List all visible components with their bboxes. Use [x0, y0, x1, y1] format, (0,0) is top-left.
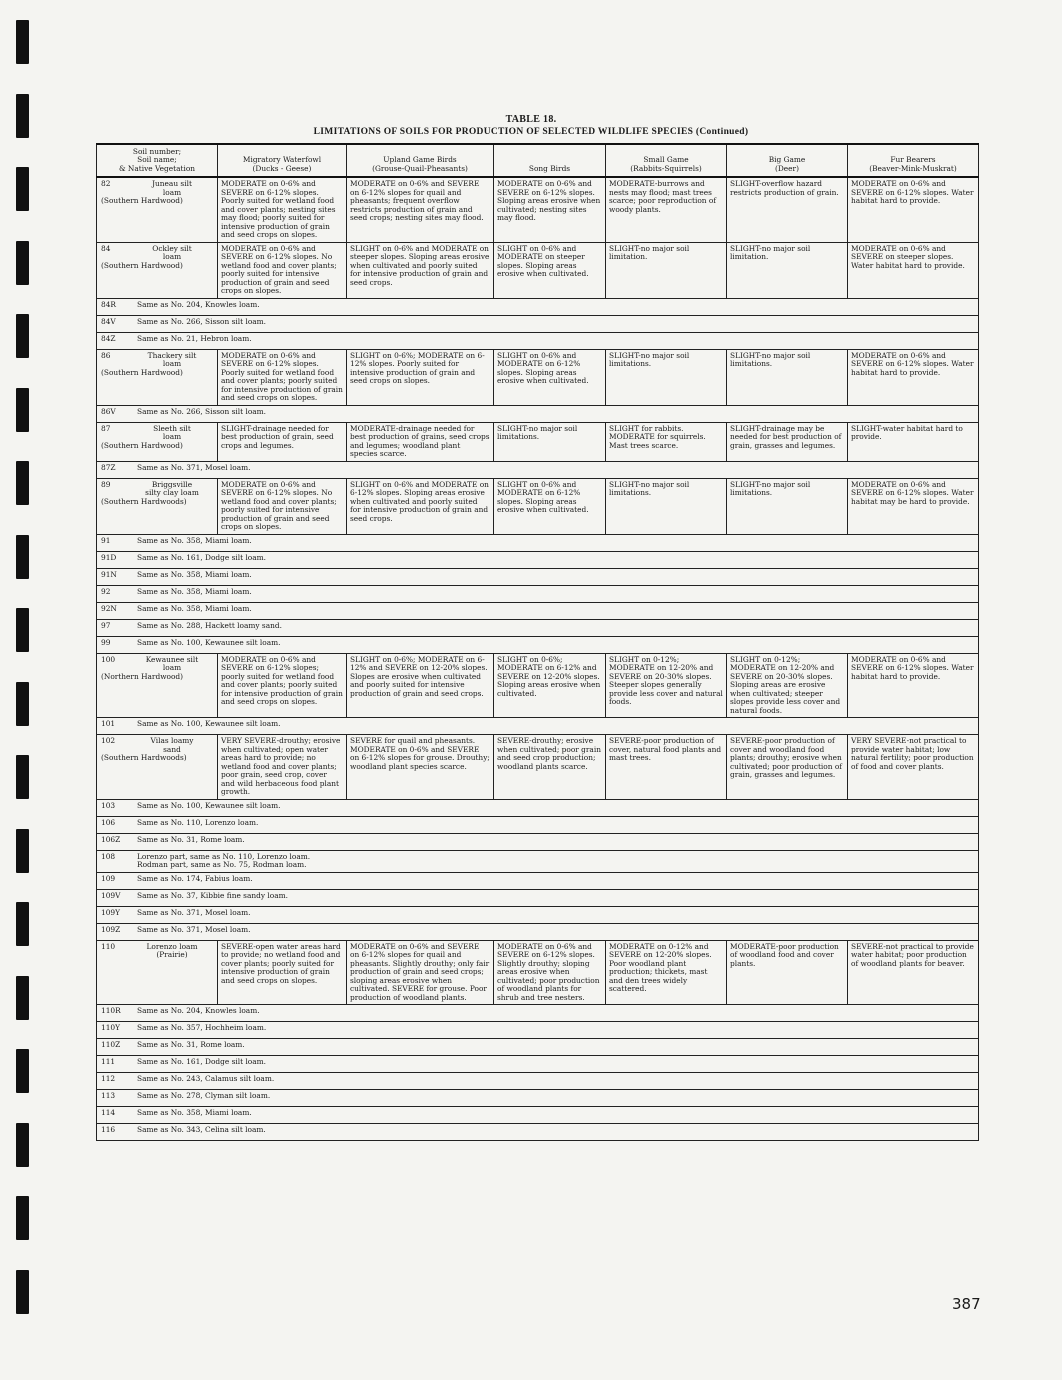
soil-cell [97, 349, 218, 405]
limitation-cell: MODERATE on 0-6% and SEVERE on 6-12% slopes. No wetland food and cover plants; poorly suited for intensive production of grain and seed crops on slopes. [218, 242, 347, 298]
table-row [97, 816, 979, 833]
soil-number: 110R [101, 1006, 121, 1015]
table-row [97, 889, 979, 906]
table-row [97, 850, 979, 872]
binder-hole [16, 608, 29, 652]
limitation-cell: SEVERE-poor production of cover, natural food plants and mast trees. [606, 735, 727, 800]
soil-cell [97, 735, 218, 800]
table-row [97, 833, 979, 850]
limitation-cell: MODERATE on 0-12% and SEVERE on 12-20% slopes. Poor woodland plant production; thickets, mast and den trees widely scattered. [606, 940, 727, 1005]
table-row [97, 534, 979, 551]
same-as-cell [97, 872, 979, 889]
table-row [97, 872, 979, 889]
limitation-cell: SLIGHT on 0-6%; MODERATE on 6-12% and SEVERE on 12-20% slopes. Sloping areas erosive when cultivated. [494, 653, 606, 718]
same-as-text: Same as No. 161, Dodge silt loam. [137, 552, 267, 562]
table-row [97, 653, 979, 718]
soil-number: 110 [101, 941, 116, 951]
soil-number: 84 [101, 243, 111, 253]
soil-number: 109Z [101, 924, 121, 934]
same-as-cell [97, 1073, 979, 1090]
table-row [97, 177, 979, 242]
soil-number: 110Z [101, 1040, 121, 1049]
binder-hole [16, 755, 29, 799]
soil-number: 111 [101, 1057, 116, 1066]
limitation-cell: SLIGHT-drainage needed for best production of grain, seed crops and legumes. [218, 422, 347, 461]
soil-number: 91 [101, 535, 111, 545]
native-vegetation: (Northern Hardwood) [101, 671, 184, 681]
same-as-cell [97, 585, 979, 602]
same-as-text: Same as No. 358, Miami loam. [137, 1108, 252, 1117]
soil-number: 110Y [101, 1023, 120, 1032]
binder-hole [16, 1196, 29, 1240]
binder-hole [16, 976, 29, 1020]
table-row [97, 799, 979, 816]
table-row [97, 718, 979, 735]
limitation-cell: MODERATE on 0-6% and SEVERE on 6-12% slopes. No wetland food and cover plants; poorly suited for intensive production of grain and seed crops on slopes. [218, 478, 347, 534]
table-row [97, 940, 979, 1005]
limitation-cell: SLIGHT-no major soil limitations. [727, 478, 848, 534]
native-vegetation: (Southern Hardwoods) [101, 753, 187, 762]
soil-number: 108 [101, 851, 116, 861]
soil-number: 97 [101, 620, 111, 630]
table-row [97, 906, 979, 923]
binder-hole [16, 314, 29, 358]
table-row [97, 602, 979, 619]
limitation-cell: MODERATE on 0-6% and SEVERE on 6-12% slopes. Poorly suited for wetland food and cover plants; nesting sites may flood; poorly suited for intensive production of grain and seed crops on slopes. [218, 177, 347, 242]
limitation-cell: SLIGHT-no major soil limitations. [494, 422, 606, 461]
limitation-cell: MODERATE on 0-6% and SEVERE on 6-12% slopes for quail and pheasants. Slightly drouthy; only fair production of grain and seed crops; sloping areas erosive when cultivated. SEVERE for grouse. Poor production of woodland plants. [347, 940, 494, 1005]
soil-name: Vilas loamy sand [150, 736, 194, 754]
same-as-text: Same as No. 100, Kewaunee silt loam. [137, 719, 281, 728]
soil-cell [97, 478, 218, 534]
soil-number: 91N [101, 569, 117, 579]
limitation-cell: SLIGHT-water habitat hard to provide. [848, 422, 979, 461]
same-as-text: Same as No. 371, Mosel loam. [137, 924, 251, 934]
same-as-cell [97, 833, 979, 850]
limitation-cell: SEVERE-open water areas hard to provide; no wetland food and cover plants; poorly suited for intensive production of grain and seed crops on slopes. [218, 940, 347, 1005]
table-row [97, 1090, 979, 1107]
binder-hole [16, 20, 29, 64]
limitation-cell: SEVERE-poor production of cover and woodland food plants; drouthy; erosive when cultivated; poor production of grain, grasses and legumes. [727, 735, 848, 800]
limitation-cell: SLIGHT on 0-6%; MODERATE on 6-12% slopes. Poorly suited for intensive production of grain and seed crops on slopes. [347, 349, 494, 405]
limitation-cell: SLIGHT-overflow hazard restricts production of grain. [727, 177, 848, 242]
limitation-cell: MODERATE on 0-6% and SEVERE on 6-12% slopes. Water habitat hard to provide. [848, 349, 979, 405]
table-row [97, 315, 979, 332]
column-header: Small Game (Rabbits-Squirrels) [606, 144, 727, 177]
soil-number: 116 [101, 1125, 116, 1134]
binder-hole [16, 1049, 29, 1093]
limitation-cell: MODERATE on 0-6% and SEVERE on 6-12% slopes for quail and pheasants; frequent overflow restricts production of grain and seed crops; nesting sites may flood. [347, 177, 494, 242]
table-row [97, 422, 979, 461]
same-as-text: Same as No. 37, Kibbie fine sandy loam. [137, 890, 288, 900]
limitation-cell: MODERATE on 0-6% and SEVERE on 6-12% slopes; poorly suited for wetland food and cover plants; poorly suited for intensive production of grain and seed crops on slopes. [218, 653, 347, 718]
soil-number: 109 [101, 873, 116, 883]
table-row [97, 349, 979, 405]
table-subtitle: LIMITATIONS OF SOILS FOR PRODUCTION OF SELECTED WILDLIFE SPECIES (Continued) [313, 127, 749, 137]
same-as-text: Same as No. 358, Miami loam. [137, 535, 252, 545]
same-as-text: Same as No. 174, Fabius loam. [137, 873, 253, 883]
limitation-cell: SEVERE-not practical to provide water habitat; poor production of woodland plants for beaver. [848, 940, 979, 1005]
limitation-cell: SLIGHT for rabbits. MODERATE for squirrels. Mast trees scarce. [606, 422, 727, 461]
same-as-cell [97, 1090, 979, 1107]
soil-name: Lorenzo loam (Prairie) [146, 941, 198, 959]
table-row [97, 551, 979, 568]
same-as-cell [97, 619, 979, 636]
same-as-text: Same as No. 358, Miami loam. [137, 586, 252, 596]
soil-name: Sleeth silt loam [153, 423, 191, 441]
same-as-text: Same as No. 343, Celina silt loam. [137, 1125, 266, 1134]
same-as-text: Same as No. 243, Calamus silt loam. [137, 1074, 275, 1083]
limitation-cell: SLIGHT on 0-6% and MODERATE on steeper slopes. Sloping areas erosive when cultivated. [494, 242, 606, 298]
table-row [97, 636, 979, 653]
same-as-cell [97, 1124, 979, 1141]
soil-number: 109V [101, 890, 121, 900]
limitation-cell: MODERATE-poor production of woodland food and cover plants. [727, 940, 848, 1005]
limitation-cell: MODERATE on 0-6% and SEVERE on 6-12% slopes. Water habitat hard to provide. [848, 653, 979, 718]
limitation-cell: SLIGHT on 0-6% and MODERATE on 6-12% slopes. Sloping areas erosive when cultivated. [494, 478, 606, 534]
same-as-cell [97, 718, 979, 735]
same-as-cell [97, 461, 979, 478]
wildlife-limitations-table [96, 143, 978, 1141]
native-vegetation: (Southern Hardwoods) [101, 496, 187, 506]
limitation-cell: SLIGHT on 0-12%; MODERATE on 12-20% and SEVERE on 20-30% slopes. Steeper slopes generally provide less cover and natural foods. [606, 653, 727, 718]
soil-number: 91D [101, 552, 117, 562]
binder-hole [16, 1270, 29, 1314]
binder-hole [16, 682, 29, 726]
soil-name: Kewaunee silt loam [145, 654, 199, 672]
soil-number: 100 [101, 654, 116, 664]
same-as-text: Same as No. 100, Kewaunee silt loam. [137, 637, 281, 647]
same-as-cell [97, 298, 979, 315]
soil-cell [97, 653, 218, 718]
native-vegetation: (Southern Hardwood) [101, 260, 183, 270]
soil-number: 86 [101, 350, 111, 360]
soil-number: 87 [101, 423, 111, 433]
column-header: Migratory Waterfowl (Ducks - Geese) [218, 144, 347, 177]
table-row [97, 405, 979, 422]
same-as-cell [97, 1107, 979, 1124]
table-row [97, 585, 979, 602]
limitation-cell: SLIGHT on 0-12%; MODERATE on 12-20% and SEVERE on 20-30% slopes. Sloping areas are erosive when cultivated; steeper slopes provide less cover and natural foods. [727, 653, 848, 718]
soil-number: 87Z [101, 462, 116, 472]
table-row [97, 1073, 979, 1090]
soil-number: 86V [101, 406, 116, 416]
limitation-cell: SLIGHT-drainage may be needed for best production of grain, grasses and legumes. [727, 422, 848, 461]
table-row [97, 1124, 979, 1141]
binder-hole [16, 461, 29, 505]
soil-number: 101 [101, 719, 116, 728]
same-as-cell [97, 816, 979, 833]
table-header-row [97, 144, 979, 177]
soil-cell [97, 422, 218, 461]
soil-number: 82 [101, 179, 111, 188]
limitation-cell: VERY SEVERE-not practical to provide water habitat; low natural fertility; poor production of food and cover plants. [848, 735, 979, 800]
soil-number: 106Z [101, 834, 121, 844]
table-row [97, 1039, 979, 1056]
soil-number: 113 [101, 1091, 116, 1100]
same-as-text: Same as No. 266, Sisson silt loam. [137, 406, 267, 416]
table-row [97, 735, 979, 800]
limitation-cell: MODERATE on 0-6% and SEVERE on 6-12% slopes. Slightly drouthy; sloping areas erosive when cultivated; poor production of woodland plants for shrub and tree nesters. [494, 940, 606, 1005]
column-header: Soil number; Soil name; & Native Vegetation [97, 144, 218, 177]
same-as-text: Same as No. 371, Mosel loam. [137, 907, 251, 917]
limitation-cell: SEVERE-drouthy; erosive when cultivated; poor grain and seed crop production; woodland plants scarce. [494, 735, 606, 800]
table-row [97, 461, 979, 478]
same-as-cell [97, 923, 979, 940]
column-header: Upland Game Birds (Grouse-Quail-Pheasants) [347, 144, 494, 177]
same-as-cell [97, 906, 979, 923]
table-row [97, 332, 979, 349]
soil-number: 102 [101, 736, 116, 745]
limitation-cell: MODERATE on 0-6% and SEVERE on steeper slopes. Water habitat hard to provide. [848, 242, 979, 298]
binder-hole [16, 241, 29, 285]
table-row [97, 478, 979, 534]
limitation-cell: SLIGHT-no major soil limitation. [606, 242, 727, 298]
column-header: Fur Bearers (Beaver-Mink-Muskrat) [848, 144, 979, 177]
page-number: 387 [952, 1295, 981, 1313]
table-row [97, 1107, 979, 1124]
same-as-text: Same as No. 278, Clyman silt loam. [137, 1091, 271, 1100]
soil-cell [97, 242, 218, 298]
table-row [97, 568, 979, 585]
table-row [97, 619, 979, 636]
limitation-cell: SLIGHT-no major soil limitations. [727, 349, 848, 405]
limitation-cell: SEVERE for quail and pheasants. MODERATE on 0-6% and SEVERE on 6-12% slopes for grouse. Drouthy; woodland plant species scarce. [347, 735, 494, 800]
table-title: TABLE 18. [505, 114, 557, 125]
binder-hole [16, 167, 29, 211]
same-as-text: Same as No. 100, Kewaunee silt loam. [137, 800, 281, 810]
binder-hole [16, 535, 29, 579]
limitation-cell: MODERATE-drainage needed for best production of grains, seed crops and legumes; woodland plant species scarce. [347, 422, 494, 461]
same-as-cell [97, 568, 979, 585]
same-as-text: Rodman part, same as No. 75, Rodman loam. [137, 860, 307, 869]
soil-number: 89 [101, 479, 111, 489]
soil-number: 84Z [101, 333, 116, 343]
same-as-cell [97, 602, 979, 619]
soil-number: 92 [101, 586, 111, 596]
limitation-cell: MODERATE on 0-6% and SEVERE on 6-12% slopes. Water habitat may be hard to provide. [848, 478, 979, 534]
table-row [97, 923, 979, 940]
same-as-text: Same as No. 358, Miami loam. [137, 569, 252, 579]
soil-number: 109Y [101, 907, 120, 917]
same-as-cell [97, 1039, 979, 1056]
limitation-cell: SLIGHT on 0-6% and MODERATE on 6-12% slopes. Sloping areas erosive when cultivated. [494, 349, 606, 405]
column-header: Big Game (Deer) [727, 144, 848, 177]
soil-number: 84V [101, 316, 116, 326]
soil-name: Ockley silt loam [152, 243, 192, 261]
soil-name: Briggsville silty clay loam [145, 479, 199, 497]
same-as-cell [97, 551, 979, 568]
same-as-text: Same as No. 288, Hackett loamy sand. [137, 620, 282, 630]
same-as-cell [97, 799, 979, 816]
same-as-cell [97, 1056, 979, 1073]
same-as-cell [97, 889, 979, 906]
soil-number: 112 [101, 1074, 116, 1083]
same-as-cell [97, 405, 979, 422]
limitation-cell: MODERATE on 0-6% and SEVERE on 6-12% slopes. Poorly suited for wetland food and cover plants; poorly suited for intensive production of grain and seed crops on slopes. [218, 349, 347, 405]
native-vegetation: (Southern Hardwood) [101, 196, 183, 205]
limitation-cell: MODERATE-burrows and nests may flood; mast trees scarce; poor reproduction of woody plants. [606, 177, 727, 242]
same-as-text: Same as No. 357, Hochheim loam. [137, 1023, 267, 1032]
limitation-cell: SLIGHT on 0-6% and MODERATE on 6-12% slopes. Sloping areas erosive when cultivated and poorly suited for intensive production of grain and seed crops. [347, 478, 494, 534]
limitation-cell: MODERATE on 0-6% and SEVERE on 6-12% slopes. Water habitat hard to provide. [848, 177, 979, 242]
binder-hole [16, 388, 29, 432]
table-row [97, 1056, 979, 1073]
same-as-text: Same as No. 21, Hebron loam. [137, 333, 252, 343]
same-as-cell [97, 1005, 979, 1022]
same-as-cell [97, 315, 979, 332]
same-as-cell [97, 1022, 979, 1039]
soil-number: 92N [101, 603, 117, 613]
same-as-text: Same as No. 31, Rome loam. [137, 834, 245, 844]
limitation-cell: SLIGHT-no major soil limitation. [727, 242, 848, 298]
table-row [97, 1022, 979, 1039]
table-row [97, 242, 979, 298]
soil-cell [97, 177, 218, 242]
table-row [97, 298, 979, 315]
table-row [97, 1005, 979, 1022]
native-vegetation: (Southern Hardwood) [101, 367, 183, 377]
same-as-cell [97, 332, 979, 349]
soil-number: 106 [101, 817, 116, 827]
same-as-text: Same as No. 31, Rome loam. [137, 1040, 245, 1049]
binder-hole [16, 1123, 29, 1167]
same-as-text: Same as No. 266, Sisson silt loam. [137, 316, 267, 326]
native-vegetation: (Southern Hardwood) [101, 440, 183, 450]
same-as-cell [97, 636, 979, 653]
limitation-cell: SLIGHT-no major soil limitations. [606, 478, 727, 534]
column-header: Song Birds [494, 144, 606, 177]
same-as-text: Same as No. 110, Lorenzo loam. [137, 817, 259, 827]
same-as-text: Same as No. 204, Knowles loam. [137, 1006, 260, 1015]
same-as-text: Same as No. 204, Knowles loam. [137, 299, 260, 309]
limitation-cell: SLIGHT on 0-6%; MODERATE on 6-12% and SEVERE on 12-20% slopes. Slopes are erosive when cultivated and poorly suited for intensive production of grain and seed crops. [347, 653, 494, 718]
soil-name: Thackery silt loam [147, 350, 197, 368]
same-as-text: Same as No. 358, Miami loam. [137, 603, 252, 613]
soil-number: 99 [101, 637, 111, 647]
binder-hole [16, 829, 29, 873]
binder-hole [16, 902, 29, 946]
soil-number: 103 [101, 800, 116, 810]
limitation-cell: SLIGHT-no major soil limitations. [606, 349, 727, 405]
limitation-cell: VERY SEVERE-drouthy; erosive when cultivated; open water areas hard to provide; no wetland food and cover plants; poor grain, seed crop, cover and wild herbaceous food plant growth. [218, 735, 347, 800]
soil-cell [97, 940, 218, 1005]
table-body [97, 177, 979, 1141]
soil-number: 84R [101, 299, 116, 309]
same-as-text: Same as No. 371, Mosel loam. [137, 462, 251, 472]
soil-number: 114 [101, 1108, 116, 1117]
same-as-text: Lorenzo part, same as No. 110, Lorenzo loam. [137, 851, 311, 861]
same-as-text: Same as No. 161, Dodge silt loam. [137, 1057, 267, 1066]
limitation-cell: MODERATE on 0-6% and SEVERE on 6-12% slopes. Sloping areas erosive when cultivated; nesting sites may flood. [494, 177, 606, 242]
same-as-cell [97, 850, 979, 872]
same-as-cell [97, 534, 979, 551]
limitation-cell: SLIGHT on 0-6% and MODERATE on steeper slopes. Sloping areas erosive when cultivated and poorly suited for intensive production of grain and seed crops. [347, 242, 494, 298]
soil-name: Juneau silt loam [152, 179, 192, 197]
